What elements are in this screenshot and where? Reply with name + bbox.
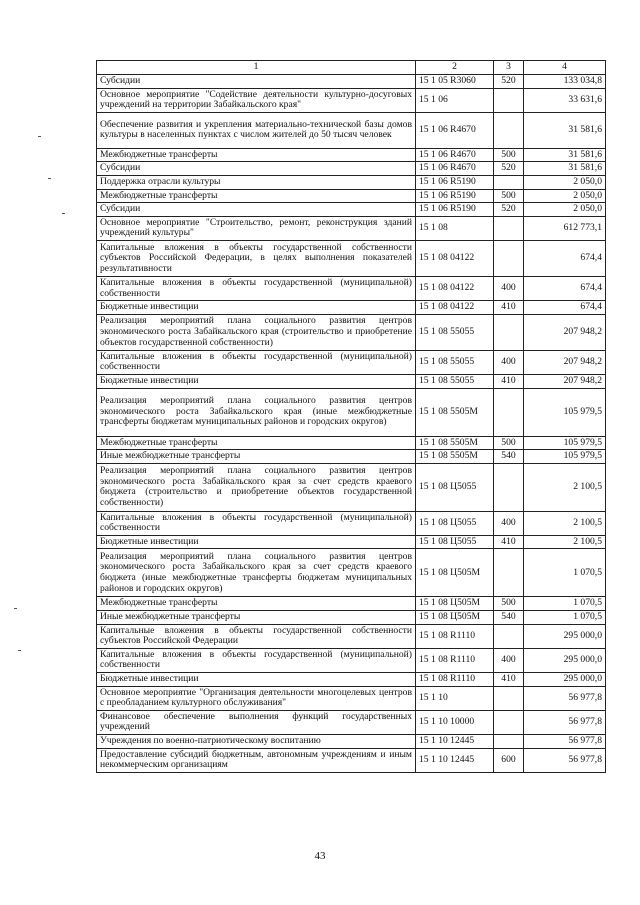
table-row	[97, 203, 606, 217]
table-row	[97, 611, 606, 625]
row-amount-cell: 56 977,8	[524, 735, 606, 749]
row-amount-cell: 2 050,0	[524, 175, 606, 189]
table-row	[97, 673, 606, 687]
row-expense-type-cell: 400	[494, 350, 524, 374]
table-row	[97, 240, 606, 276]
row-amount-cell: 56 977,8	[524, 686, 606, 710]
row-amount-cell: 295 000,0	[524, 624, 606, 648]
row-name-cell: Межбюджетные трансферты	[97, 436, 416, 450]
row-amount-cell: 2 050,0	[524, 203, 606, 217]
table-row	[97, 350, 606, 374]
row-name-cell: Межбюджетные трансферты	[97, 597, 416, 611]
row-name-cell: Поддержка отрасли культуры	[97, 175, 416, 189]
row-code-cell: 15 1 08 04122	[416, 276, 494, 300]
row-expense-type-cell: 500	[494, 436, 524, 450]
row-expense-type-cell: 400	[494, 648, 524, 672]
budget-table	[96, 60, 606, 773]
row-code-cell: 15 1 08 04122	[416, 301, 494, 315]
row-code-cell: 15 1 08 Ц5055	[416, 511, 494, 535]
row-amount-cell: 674,4	[524, 276, 606, 300]
row-expense-type-cell	[494, 240, 524, 276]
table-row	[97, 597, 606, 611]
row-expense-type-cell: 410	[494, 374, 524, 388]
row-amount-cell: 295 000,0	[524, 673, 606, 687]
table-row	[97, 535, 606, 549]
table-row	[97, 549, 606, 597]
table-row	[97, 374, 606, 388]
row-expense-type-cell	[494, 624, 524, 648]
table-row	[97, 175, 606, 189]
table-body	[97, 75, 606, 773]
row-code-cell: 15 1 08 5505М	[416, 436, 494, 450]
row-code-cell: 15 1 08 Ц505М	[416, 597, 494, 611]
row-code-cell: 15 1 10 10000	[416, 710, 494, 734]
row-amount-cell: 105 979,5	[524, 388, 606, 436]
row-code-cell: 15 1 08 5505М	[416, 450, 494, 464]
row-code-cell: 15 1 08 Ц505М	[416, 549, 494, 597]
row-expense-type-cell	[494, 314, 524, 350]
row-name-cell: Капитальные вложения в объекты государственной (муниципальной) собственности	[97, 511, 416, 535]
scan-speck	[14, 608, 17, 609]
table-row	[97, 301, 606, 315]
row-name-cell: Обеспечение развития и укрепления материально-технической базы домов культуры в населенных пунктах с числом жителей до 50 тысяч человек	[97, 112, 416, 148]
table-row	[97, 162, 606, 176]
table-row	[97, 450, 606, 464]
row-expense-type-cell	[494, 735, 524, 749]
table-row	[97, 710, 606, 734]
row-name-cell: Бюджетные инвестиции	[97, 673, 416, 687]
row-amount-cell: 2 100,5	[524, 511, 606, 535]
row-code-cell: 15 1 08 Ц505М	[416, 611, 494, 625]
table-row	[97, 148, 606, 162]
row-expense-type-cell: 500	[494, 148, 524, 162]
row-name-cell: Субсидии	[97, 162, 416, 176]
table-row	[97, 189, 606, 203]
table-row	[97, 112, 606, 148]
row-name-cell: Реализация мероприятий плана социального развития центров экономического роста Забайкальского края (иные межбюджетные трансферты бюджетам муниципальных районов и городских округов)	[97, 388, 416, 436]
row-name-cell: Основное мероприятие "Организация деятельности многоцелевых центров с преобладанием культурного обслуживания"	[97, 686, 416, 710]
row-amount-cell: 674,4	[524, 240, 606, 276]
table-row	[97, 735, 606, 749]
header-col-1: 1	[97, 61, 416, 75]
scan-speck	[48, 178, 51, 179]
row-expense-type-cell: 520	[494, 162, 524, 176]
row-code-cell: 15 1 06 R5190	[416, 175, 494, 189]
header-col-3: 3	[494, 61, 524, 75]
row-expense-type-cell: 400	[494, 511, 524, 535]
row-expense-type-cell: 400	[494, 276, 524, 300]
row-expense-type-cell	[494, 549, 524, 597]
row-expense-type-cell	[494, 710, 524, 734]
row-expense-type-cell	[494, 88, 524, 112]
row-name-cell: Предоставление субсидий бюджетным, автономным учреждениям и иным некоммерческим организациям	[97, 748, 416, 772]
row-amount-cell: 2 100,5	[524, 535, 606, 549]
row-amount-cell: 1 070,5	[524, 549, 606, 597]
row-code-cell: 15 1 08 5505М	[416, 388, 494, 436]
row-amount-cell: 1 070,5	[524, 597, 606, 611]
row-expense-type-cell	[494, 112, 524, 148]
row-amount-cell: 295 000,0	[524, 648, 606, 672]
row-expense-type-cell: 500	[494, 597, 524, 611]
row-code-cell: 15 1 08 55055	[416, 374, 494, 388]
row-name-cell: Финансовое обеспечение выполнения функций государственных учреждений	[97, 710, 416, 734]
row-amount-cell: 31 581,6	[524, 112, 606, 148]
scan-speck	[18, 650, 21, 651]
row-code-cell: 15 1 08 R1110	[416, 624, 494, 648]
row-name-cell: Бюджетные инвестиции	[97, 374, 416, 388]
row-code-cell: 15 1 06 R5190	[416, 189, 494, 203]
row-expense-type-cell	[494, 463, 524, 511]
table-row	[97, 511, 606, 535]
row-name-cell: Межбюджетные трансферты	[97, 148, 416, 162]
row-amount-cell: 56 977,8	[524, 710, 606, 734]
row-expense-type-cell: 540	[494, 611, 524, 625]
row-amount-cell: 207 948,2	[524, 374, 606, 388]
row-code-cell: 15 1 10	[416, 686, 494, 710]
table-row	[97, 463, 606, 511]
row-expense-type-cell: 410	[494, 673, 524, 687]
row-code-cell: 15 1 08 R1110	[416, 673, 494, 687]
row-amount-cell: 1 070,5	[524, 611, 606, 625]
row-amount-cell: 207 948,2	[524, 314, 606, 350]
table-row	[97, 314, 606, 350]
table-row	[97, 75, 606, 89]
table-row	[97, 88, 606, 112]
row-name-cell: Реализация мероприятий плана социального развития центров экономического роста Забайкальского края за счет средств краевого бюджета (строительство и приобретение объектов государственной собственности)	[97, 463, 416, 511]
row-amount-cell: 612 773,1	[524, 216, 606, 240]
row-amount-cell: 133 034,8	[524, 75, 606, 89]
row-expense-type-cell: 410	[494, 535, 524, 549]
row-code-cell: 15 1 08 Ц5055	[416, 463, 494, 511]
row-expense-type-cell	[494, 175, 524, 189]
row-name-cell: Капитальные вложения в объекты государственной (муниципальной) собственности	[97, 276, 416, 300]
row-expense-type-cell: 520	[494, 75, 524, 89]
row-name-cell: Бюджетные инвестиции	[97, 301, 416, 315]
table-row	[97, 648, 606, 672]
row-code-cell: 15 1 06 R5190	[416, 203, 494, 217]
header-col-2: 2	[416, 61, 494, 75]
row-name-cell: Основное мероприятие "Содействие деятельности культурно-досуговых учреждений на территории Забайкальского края"	[97, 88, 416, 112]
row-name-cell: Капитальные вложения в объекты государственной (муниципальной) собственности	[97, 350, 416, 374]
row-code-cell: 15 1 08 55055	[416, 350, 494, 374]
row-name-cell: Реализация мероприятий плана социального развития центров экономического роста Забайкальского края за счет средств краевого бюджета (иные межбюджетные трансферты бюджетам муниципальных районов и городских округов)	[97, 549, 416, 597]
row-expense-type-cell	[494, 388, 524, 436]
row-amount-cell: 31 581,6	[524, 148, 606, 162]
row-expense-type-cell: 520	[494, 203, 524, 217]
row-code-cell: 15 1 06	[416, 88, 494, 112]
row-code-cell: 15 1 06 R4670	[416, 162, 494, 176]
row-expense-type-cell: 540	[494, 450, 524, 464]
table-row	[97, 388, 606, 436]
row-amount-cell: 33 631,6	[524, 88, 606, 112]
row-expense-type-cell: 500	[494, 189, 524, 203]
row-code-cell: 15 1 08	[416, 216, 494, 240]
row-name-cell: Субсидии	[97, 203, 416, 217]
row-name-cell: Капитальные вложения в объекты государственной (муниципальной) собственности	[97, 648, 416, 672]
row-amount-cell: 105 979,5	[524, 450, 606, 464]
row-amount-cell: 31 581,6	[524, 162, 606, 176]
row-code-cell: 15 1 05 R3060	[416, 75, 494, 89]
row-code-cell: 15 1 08 55055	[416, 314, 494, 350]
row-name-cell: Учреждения по военно-патриотическому воспитанию	[97, 735, 416, 749]
row-name-cell: Реализация мероприятий плана социального развития центров экономического роста Забайкальского края (строительство и приобретение объектов государственной собственности)	[97, 314, 416, 350]
table-row	[97, 436, 606, 450]
row-name-cell: Субсидии	[97, 75, 416, 89]
row-code-cell: 15 1 06 R4670	[416, 112, 494, 148]
row-amount-cell: 2 100,5	[524, 463, 606, 511]
page-number: 43	[314, 850, 326, 862]
row-name-cell: Бюджетные инвестиции	[97, 535, 416, 549]
row-expense-type-cell: 410	[494, 301, 524, 315]
scan-speck	[62, 213, 65, 214]
table-row	[97, 276, 606, 300]
row-code-cell: 15 1 08 R1110	[416, 648, 494, 672]
row-amount-cell: 56 977,8	[524, 748, 606, 772]
row-code-cell: 15 1 08 Ц5055	[416, 535, 494, 549]
row-expense-type-cell	[494, 686, 524, 710]
table-row	[97, 748, 606, 772]
row-expense-type-cell	[494, 216, 524, 240]
row-amount-cell: 207 948,2	[524, 350, 606, 374]
row-name-cell: Капитальные вложения в объекты государственной собственности субъектов Российской Федерации	[97, 624, 416, 648]
row-code-cell: 15 1 08 04122	[416, 240, 494, 276]
row-code-cell: 15 1 06 R4670	[416, 148, 494, 162]
table-header-row	[97, 61, 606, 75]
row-name-cell: Иные межбюджетные трансферты	[97, 450, 416, 464]
row-name-cell: Основное мероприятие "Строительство, ремонт, реконструкция зданий учреждений культуры"	[97, 216, 416, 240]
scan-speck	[38, 136, 41, 137]
table-row	[97, 216, 606, 240]
table-row	[97, 624, 606, 648]
row-code-cell: 15 1 10 12445	[416, 748, 494, 772]
row-code-cell: 15 1 10 12445	[416, 735, 494, 749]
row-name-cell: Капитальные вложения в объекты государственной собственности субъектов Российской Федерации, в целях выполнения показателей результативности	[97, 240, 416, 276]
row-amount-cell: 674,4	[524, 301, 606, 315]
row-expense-type-cell: 600	[494, 748, 524, 772]
row-amount-cell: 2 050,0	[524, 189, 606, 203]
header-col-4: 4	[524, 61, 606, 75]
row-name-cell: Межбюджетные трансферты	[97, 189, 416, 203]
row-amount-cell: 105 979,5	[524, 436, 606, 450]
table-row	[97, 686, 606, 710]
row-name-cell: Иные межбюджетные трансферты	[97, 611, 416, 625]
